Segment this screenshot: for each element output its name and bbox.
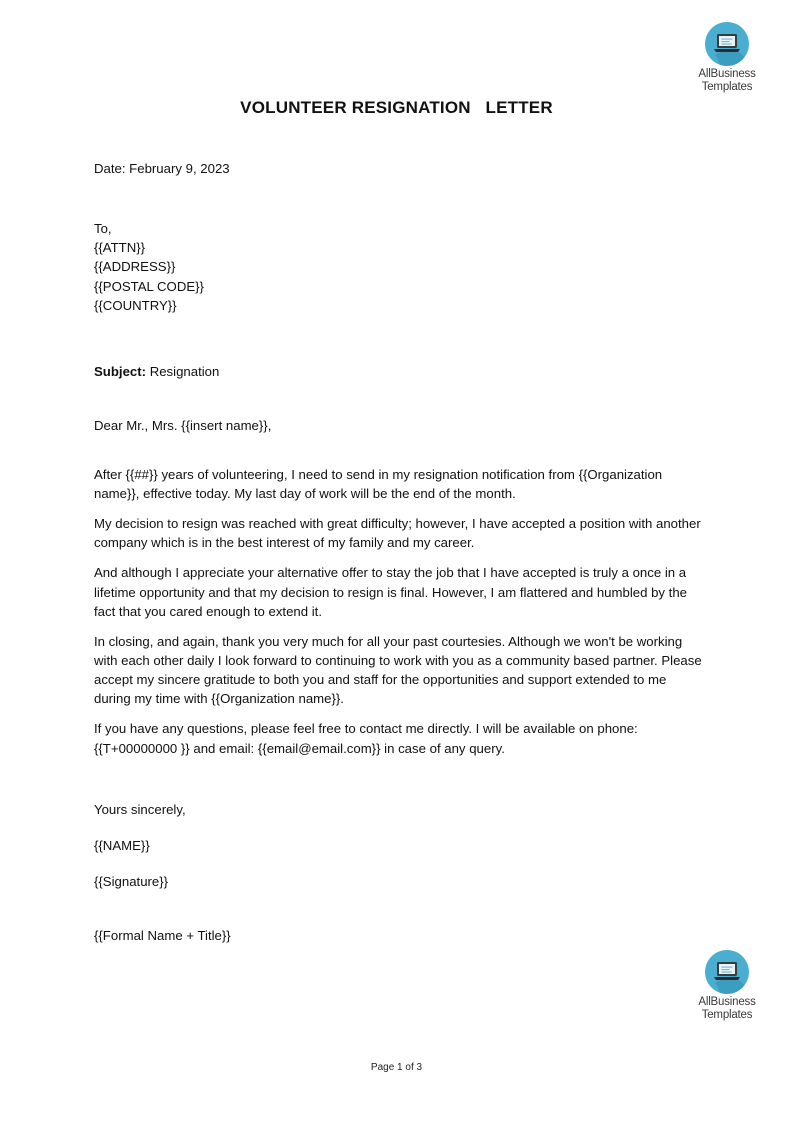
letter-body (94, 465, 704, 769)
letter-date: Date: February 9, 2023 (94, 161, 230, 176)
brand-name: AllBusiness Templates (698, 68, 756, 93)
sender-name: {{NAME}} (94, 838, 150, 853)
address-line: {{POSTAL CODE}} (94, 278, 204, 294)
salutation: Dear Mr., Mrs. {{insert name}}, (94, 418, 272, 433)
body-paragraph: If you have any questions, please feel free to contact me directly. I will be available on phone: {{T+00000000 }} and email: {{email@email.com}} in case of any query. (94, 721, 638, 756)
body-paragraph: In closing, and again, thank you very much for all your past courtesies. Although we won't be working with each other daily I look forward to continuing to work with you as a community based partner. Please accept my sincere gratitude to both you and staff for the opportunities and support extended to me during my time with {{Organization name}}. (94, 633, 702, 707)
brand-name: AllBusiness Templates (698, 996, 756, 1021)
subject-value: Resignation (146, 364, 220, 379)
body-paragraph: And although I appreciate your alternative offer to stay the job that I have accepted is truly a once in a lifetime opportunity and that my decision to resign is final. However, I am flattered and humbled by the fact that you cared enough to extend it. (94, 565, 688, 619)
subject-line (94, 362, 704, 381)
formal-name-title: {{Formal Name + Title}} (94, 928, 231, 943)
address-line: {{ATTN}} (94, 240, 146, 256)
signature: {{Signature}} (94, 874, 169, 889)
brand-logo-bottom (687, 950, 767, 1022)
body-paragraph: My decision to resign was reached with great difficulty; however, I have accepted a position with another company which is in the best interest of my family and my career. (94, 516, 701, 551)
address-line: {{COUNTRY}} (94, 297, 177, 313)
brand-logo-top (687, 22, 767, 94)
body-paragraph: After {{##}} years of volunteering, I need to send in my resignation notification from {{Organization name}}, effective today. My last day of work will be the end of the month. (94, 467, 663, 502)
recipient-address (94, 219, 704, 315)
address-line: {{ADDRESS}} (94, 259, 176, 275)
address-line: To, (94, 221, 112, 236)
page-number: Page 1 of 3 (370, 1062, 423, 1073)
subject-label: Subject: (94, 364, 147, 379)
laptop-icon (705, 22, 749, 66)
laptop-icon (705, 950, 749, 994)
document-title: VOLUNTEER RESIGNATION LETTER (240, 98, 553, 117)
closing: Yours sincerely, (94, 802, 186, 817)
